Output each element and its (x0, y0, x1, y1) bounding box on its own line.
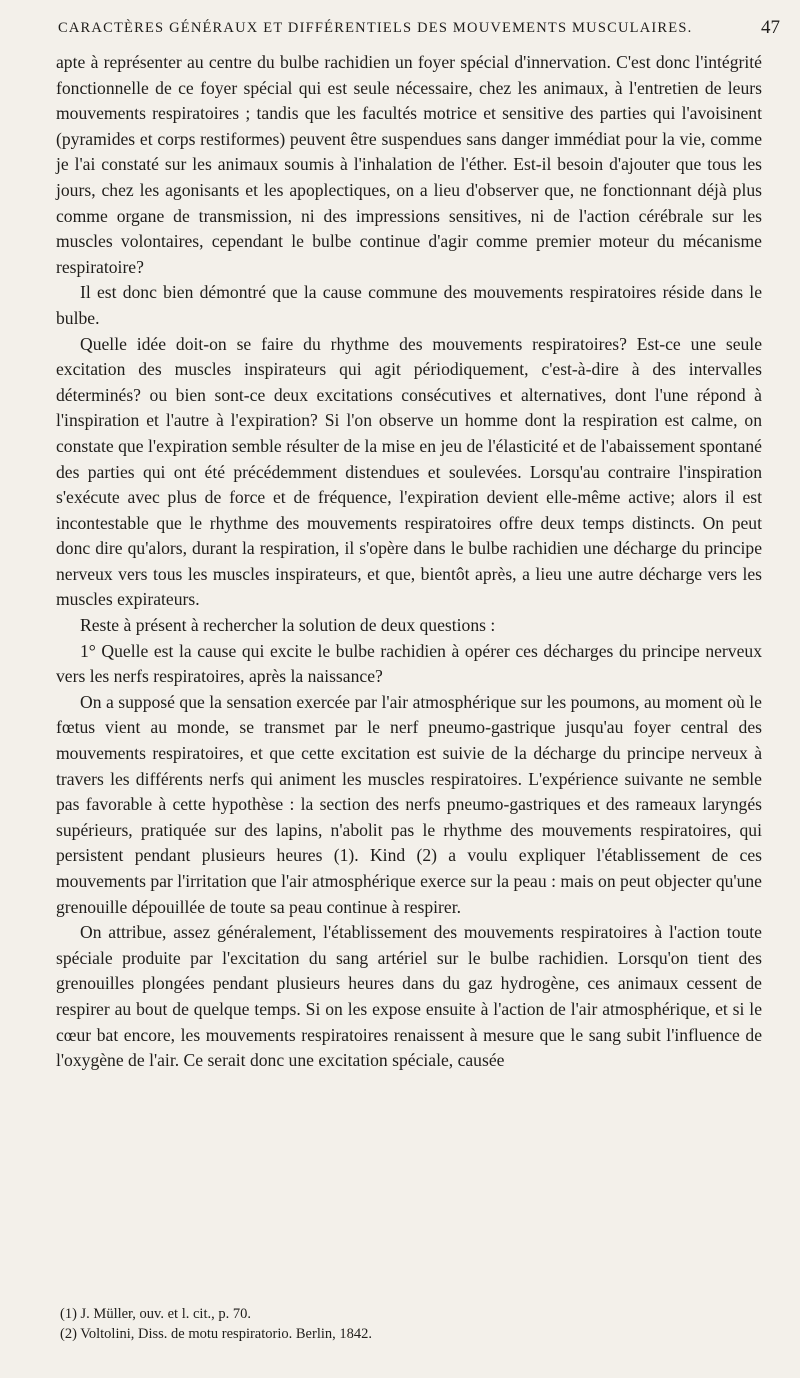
page-number: 47 (761, 17, 780, 38)
footnote: (2) Voltolini, Diss. de motu respiratorio. Berlin, 1842. (60, 1326, 372, 1342)
paragraph: On a supposé que la sensation exercée par l'air atmosphérique sur les poumons, au moment où le fœtus vient au monde, se transmet par le nerf pneumo-gastrique jusqu'au foyer central des mouvements respiratoires, et que cette excitation est suivie de la décharge du principe nerveux à travers les différents nerfs qui animent les muscles respiratoires. L'expérience suivante ne semble pas favorable à cette hypothèse : la section des nerfs pneumo-gastriques et des rameaux laryngés supérieurs, pratiquée sur des lapins, n'abolit pas le rhythme des mouvements respiratoires, qui persistent pendant plusieurs heures (1). Kind (2) a voulu expliquer l'établissement de ces mouvements par l'irritation que l'air atmosphérique exerce sur la peau : mais on peut objecter qu'une grenouille dépouillée de toute sa peau continue à respirer. (56, 691, 762, 917)
footnote: (1) J. Müller, ouv. et l. cit., p. 70. (60, 1306, 251, 1322)
paragraph: On attribue, assez généralement, l'établissement des mouvements respiratoires à l'action toute spéciale produite par l'excitation du sang artériel sur le bulbe rachidien. Lorsqu'on tient des grenouilles plongées pendant plusieurs heures dans du gaz hydrogène, ces animaux cessent de respirer au bout de quelque temps. Si on les expose ensuite à l'action de l'air atmosphérique, et si le cœur bat encore, les mouvements respiratoires renaissent à mesure que le sang subit l'influence de l'oxygène de l'air. Ce serait donc une excitation spéciale, causée (56, 922, 762, 1071)
paragraph: Il est donc bien démontré que la cause commune des mouvements respiratoires réside dans le bulbe. (56, 282, 762, 328)
header-title: CARACTÈRES GÉNÉRAUX ET DIFFÉRENTIELS DES MOUVEMENTS MUSCULAIRES. (58, 20, 693, 36)
paragraph: Reste à présent à rechercher la solution de deux questions : (80, 615, 496, 636)
body-text (56, 50, 762, 1074)
paragraph: apte à représenter au centre du bulbe rachidien un foyer spécial d'innervation. C'est donc l'intégrité fonctionnelle de ce foyer spécial qui est seule nécessaire, chez les animaux, à l'entretien de leurs mouvements respiratoires ; tandis que les facultés motrice et sensitive des parties qui l'avoisinent (pyramides et corps restiformes) peuvent être suspendues sans danger immédiat pour la vie, comme je l'ai constaté sur les animaux soumis à l'inhalation de l'éther. Est-il besoin d'ajouter que tous les jours, chez les agonisants et les apoplectiques, on a lieu d'observer que, ne fonctionnant déjà plus comme organe de transmission, ni des impressions sensitives, ni de l'action cérébrale sur les muscles volontaires, cependant le bulbe continue d'agir comme premier moteur du mécanisme respiratoire? (56, 52, 762, 277)
paragraph: 1° Quelle est la cause qui excite le bulbe rachidien à opérer ces décharges du principe nerveux vers les nerfs respiratoires, après la naissance? (56, 640, 762, 687)
footnotes (60, 1304, 760, 1344)
running-header (58, 17, 780, 38)
paragraph: Quelle idée doit-on se faire du rhythme des mouvements respiratoires? Est-ce une seule excitation des muscles inspirateurs qui agit périodiquement, c'est-à-dire à des intervalles déterminés? ou bien sont-ce deux excitations consécutives et alternatives, dont l'une répond à l'inspiration et l'autre à l'expiration? Si l'on observe un homme dont la respiration est calme, on constate que l'expiration semble résulter de la mise en jeu de l'élasticité et de l'abaissement spontané des parties qui ont été précédemment distendues et soulevées. Lorsqu'au contraire l'inspiration s'exécute avec plus de force et de fréquence, l'expiration devient elle-même active; alors il est incontestable que le rhythme des mouvements respiratoires offre deux temps distincts. On peut donc dire qu'alors, durant la respiration, il s'opère dans le bulbe rachidien une décharge du principe nerveux vers tous les muscles inspirateurs, et que, bientôt après, a lieu une autre décharge vers les muscles expirateurs. (56, 333, 762, 610)
